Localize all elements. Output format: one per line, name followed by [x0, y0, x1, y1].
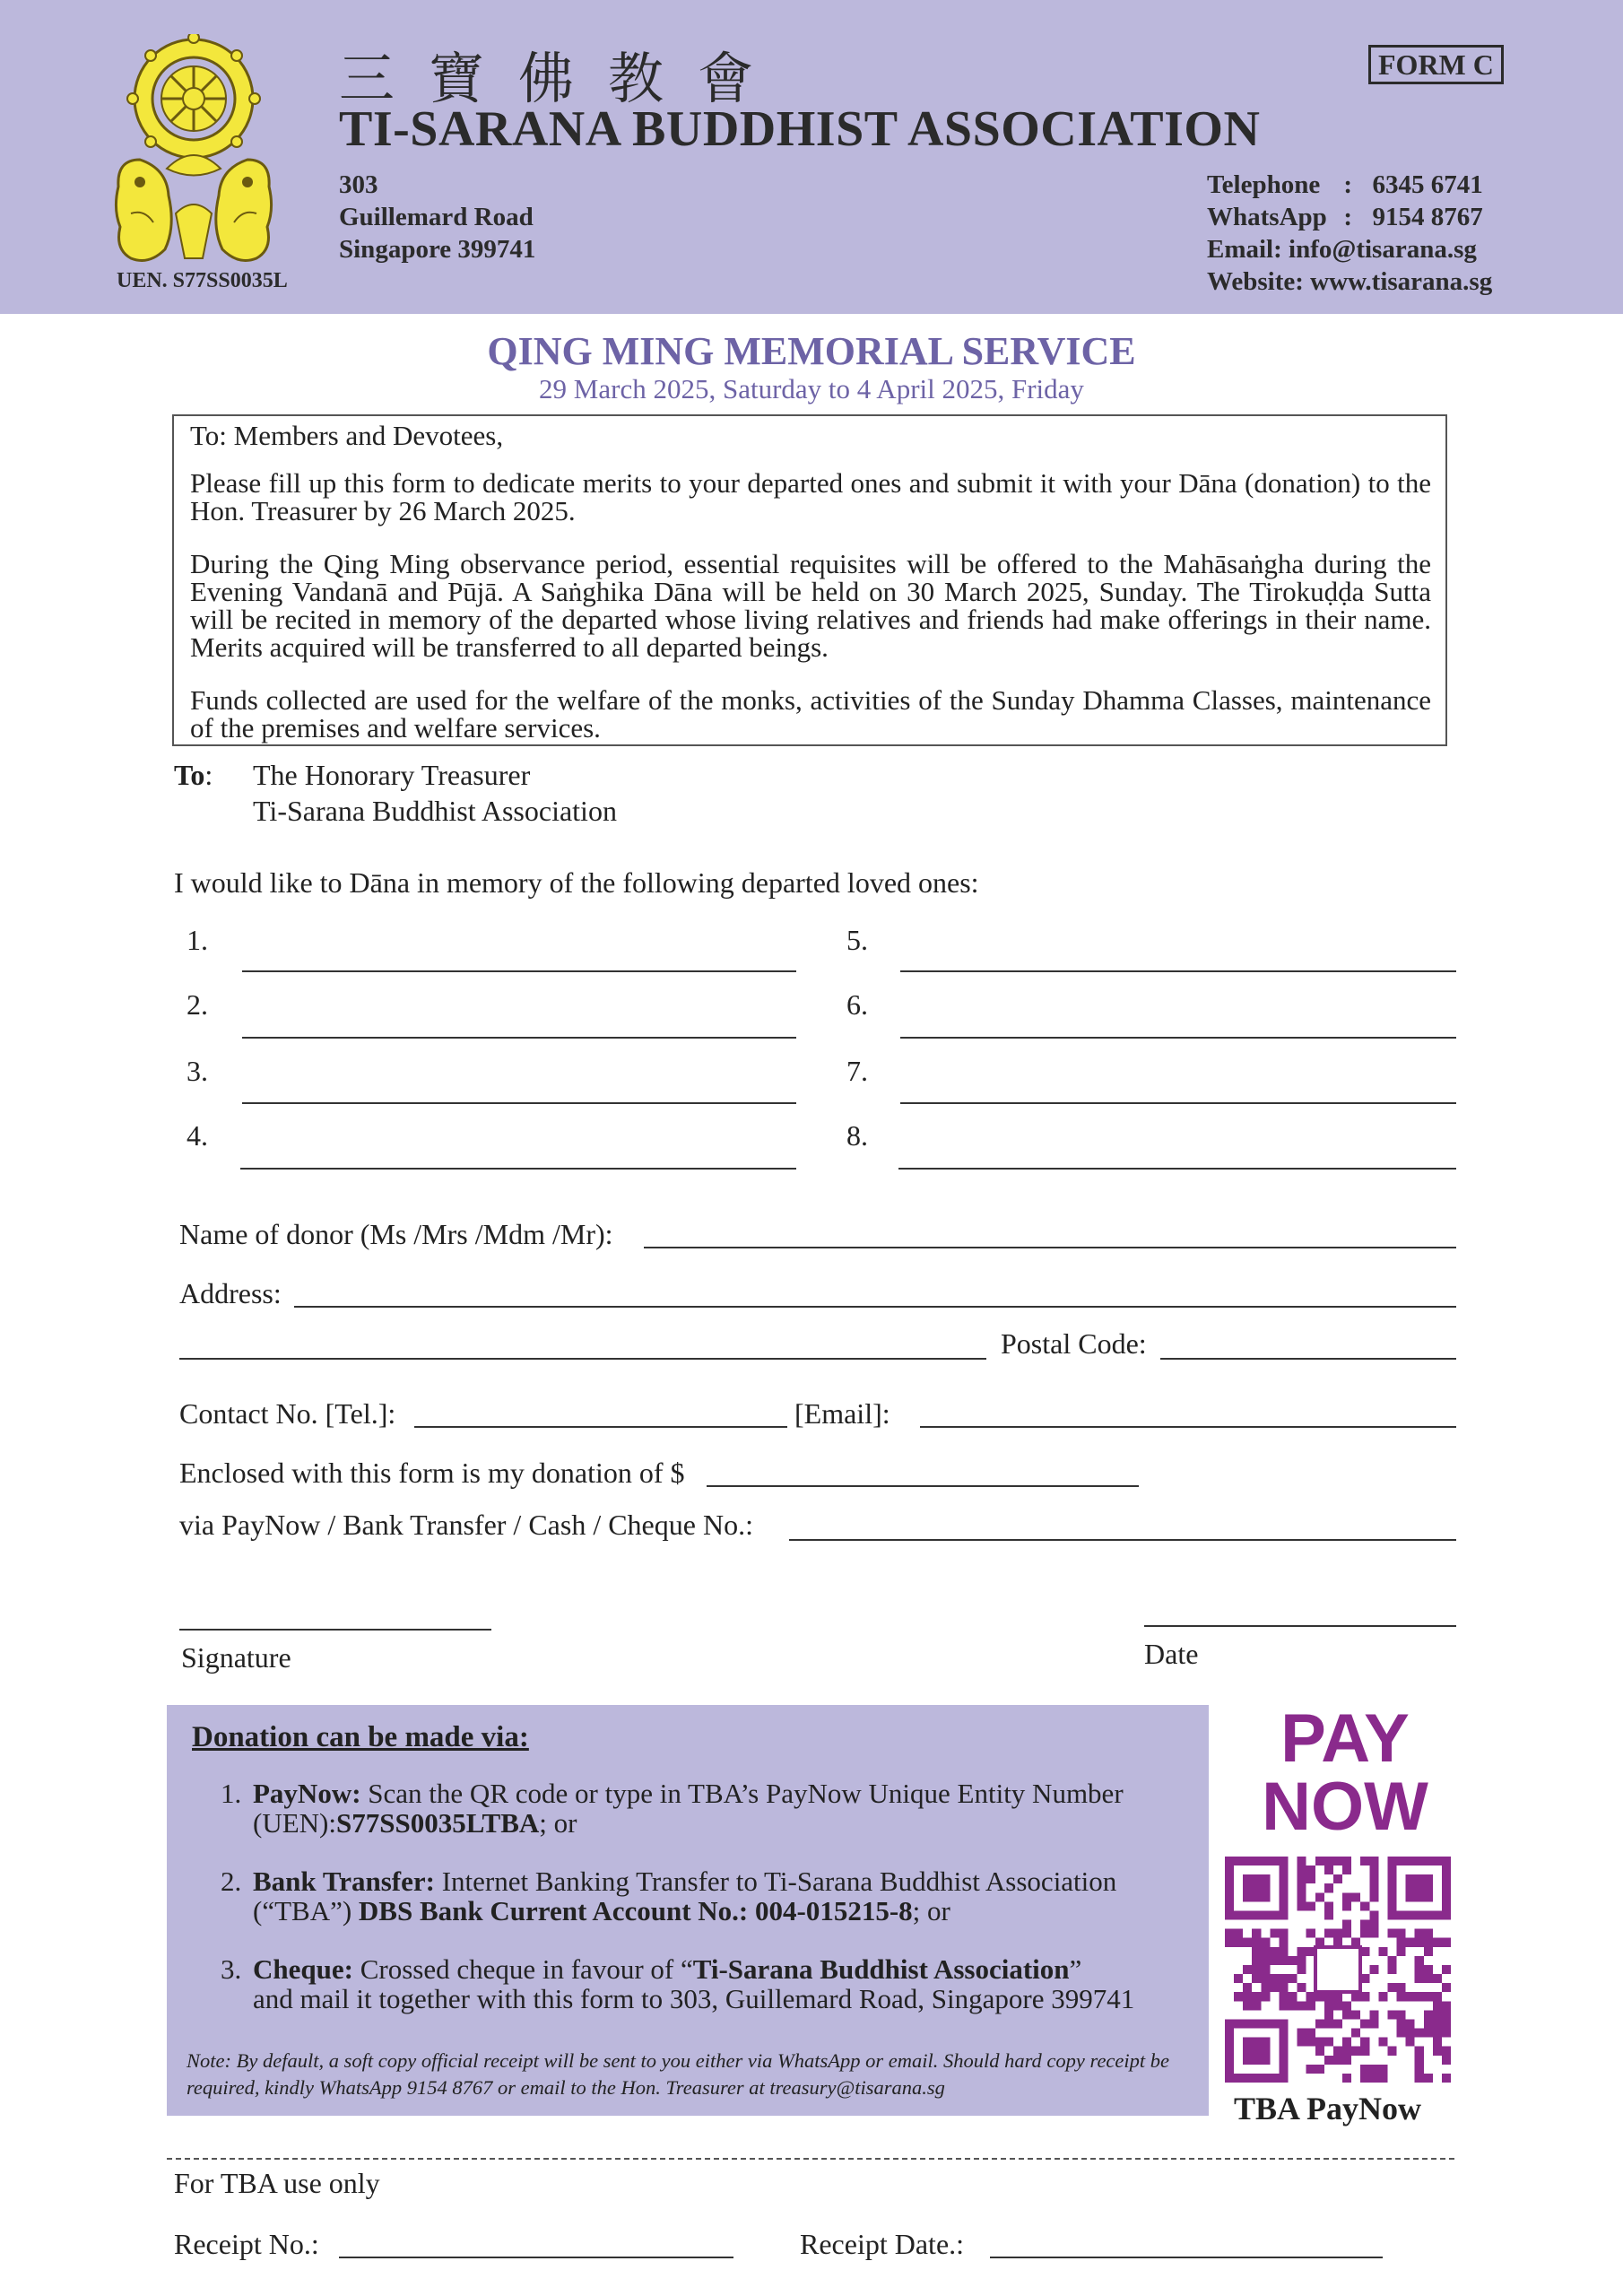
departed-number-4: 4. — [187, 1119, 208, 1152]
departed-name-line-8[interactable] — [898, 1168, 1456, 1170]
departed-name-line-7[interactable] — [900, 1102, 1456, 1104]
notice-paragraph-3: Funds collected are used for the welfare of the monks, activities of the Sunday Dhamma Classes, maintenance of the premises and welfare services. — [190, 684, 1431, 744]
method-description: Internet Banking Transfer to Ti-Sarana Buddhist Association — [434, 1866, 1117, 1897]
form-code-badge: FORM C — [1368, 45, 1504, 84]
to-label — [174, 759, 213, 792]
departed-name-line-5[interactable] — [900, 970, 1456, 972]
method-suffix: ; or — [539, 1807, 577, 1839]
donation-method-bank-transfer — [221, 1866, 1198, 1926]
method-description: Crossed cheque in favour of “ — [352, 1953, 693, 1985]
donor-name-label: Name of donor (Ms /Mrs /Mdm /Mr): — [179, 1218, 613, 1250]
method-suffix: ; or — [912, 1895, 950, 1926]
bank-account-number: DBS Bank Current Account No.: 004-015215-8 — [358, 1895, 913, 1926]
website-contact: Website: www.tisarana.sg — [1207, 267, 1493, 296]
date-field[interactable] — [1144, 1625, 1456, 1627]
to-label-colon: : — [204, 759, 213, 791]
to-label-text: To — [174, 759, 205, 791]
address-field-line-1[interactable] — [294, 1306, 1456, 1308]
tba-abbrev: (“TBA”) — [253, 1895, 359, 1926]
address-label: Address: — [179, 1277, 282, 1309]
notice-paragraph-2: During the Qing Ming observance period, essential requisites will be offered to the Mahāsaṅgha during the Evening Vandanā and Pūjā. A Saṅghika Dāna will be held on 30 March 2025, Sunday. The Tirokuḍḍa Sutta will be recited in memory of the departed whose living relatives and friends had make offerings in their name. Merits acquired will be transferred to all departed beings. — [190, 548, 1431, 663]
whatsapp-label: WhatsApp — [1207, 203, 1327, 231]
uen-number: UEN. S77SS0035L — [117, 269, 288, 292]
email-contact: Email: info@tisarana.sg — [1207, 235, 1477, 264]
method-number: 1. — [221, 1778, 242, 1809]
method-number: 2. — [221, 1866, 242, 1897]
departed-name-line-2[interactable] — [242, 1037, 796, 1039]
donation-amount-field[interactable] — [707, 1485, 1139, 1487]
departed-number-2: 2. — [187, 988, 208, 1021]
service-dates: 29 March 2025, Saturday to 4 April 2025, Friday — [539, 373, 1084, 404]
contact-tel-field[interactable] — [414, 1426, 787, 1428]
departed-name-line-4[interactable] — [240, 1168, 796, 1170]
method-name: Bank Transfer: — [253, 1866, 435, 1897]
dana-intro: I would like to Dāna in memory of the following departed loved ones: — [174, 866, 979, 899]
method-description: Scan the QR code or type in TBA’s PayNow Unique Entity Number — [360, 1778, 1124, 1809]
donation-method-paynow — [221, 1779, 1198, 1838]
method-name: PayNow: — [253, 1778, 361, 1809]
notice-box — [172, 414, 1447, 746]
postal-code-field[interactable] — [1160, 1358, 1456, 1360]
notice-greeting: To: Members and Devotees, — [190, 420, 504, 451]
telephone-label: Telephone — [1207, 170, 1321, 199]
telephone-value: 6345 6741 — [1372, 170, 1483, 199]
qr-caption: TBA PayNow — [1234, 2091, 1422, 2126]
departed-number-5: 5. — [846, 924, 868, 956]
email-label: [Email]: — [794, 1397, 890, 1430]
paynow-logo-bottom: NOW — [1262, 1769, 1428, 1839]
notice-paragraph-1: Please fill up this form to dedicate merits to your departed ones and submit it with your Dāna (donation) to the Hon. Treasurer by 26 March 2025. — [190, 467, 1431, 526]
donor-name-field[interactable] — [644, 1247, 1456, 1248]
donation-methods-box — [167, 1705, 1209, 2116]
signature-label: Signature — [181, 1641, 291, 1674]
telephone-row — [1207, 170, 1483, 200]
recipient-organization: Ti-Sarana Buddhist Association — [253, 795, 617, 827]
departed-name-line-3[interactable] — [242, 1102, 796, 1104]
address-field-line-2[interactable] — [179, 1358, 986, 1360]
postal-code-label: Postal Code: — [1001, 1327, 1147, 1360]
cheque-number-field[interactable] — [789, 1539, 1456, 1541]
method-number: 3. — [221, 1953, 242, 1985]
quote-close: ” — [1069, 1953, 1082, 1985]
cheque-payee: Ti-Sarana Buddhist Association — [692, 1953, 1070, 1985]
whatsapp-separator: : — [1343, 203, 1353, 231]
receipt-note: Note: By default, a soft copy official receipt will be sent to you either via WhatsApp or email. Should hard copy receipt be required, kindly WhatsApp 9154 8767 or email to the Hon. Treasurer at treasury@tisarana.sg — [187, 2049, 1170, 2099]
departed-number-6: 6. — [846, 988, 868, 1021]
paynow-logo-top: PAY — [1280, 1704, 1410, 1777]
chinese-name: 三寶佛教會 — [339, 46, 788, 111]
paynow-uen: S77SS0035LTBA — [335, 1807, 540, 1839]
date-label: Date — [1144, 1638, 1199, 1670]
dharma-wheel-lion-emblem-icon — [113, 34, 274, 269]
departed-name-line-1[interactable] — [242, 970, 796, 972]
mailing-instruction: and mail it together with this form to 303, Guillemard Road, Singapore 399741 — [253, 1983, 1135, 2014]
telephone-separator: : — [1343, 170, 1353, 199]
receipt-date-label: Receipt Date.: — [800, 2228, 965, 2260]
recipient-title: The Honorary Treasurer — [253, 759, 531, 791]
departed-name-line-6[interactable] — [900, 1037, 1456, 1039]
contact-tel-label: Contact No. [Tel.]: — [179, 1397, 396, 1430]
receipt-number-field[interactable] — [339, 2257, 733, 2258]
departed-number-8: 8. — [846, 1119, 868, 1152]
payment-method-label: via PayNow / Bank Transfer / Cash / Cheque No.: — [179, 1509, 753, 1541]
donation-methods-title: Donation can be made via: — [192, 1721, 529, 1753]
address-line-3: Singapore 399741 — [339, 235, 536, 264]
method-name: Cheque: — [253, 1953, 353, 1985]
whatsapp-value: 9154 8767 — [1372, 203, 1483, 231]
office-use-label: For TBA use only — [174, 2167, 380, 2199]
paynow-qr-code-icon[interactable] — [1225, 1857, 1451, 2083]
organization-name: TI-SARANA BUDDHIST ASSOCIATION — [339, 101, 1261, 157]
departed-number-3: 3. — [187, 1055, 208, 1087]
uen-prefix: (UEN): — [253, 1807, 336, 1839]
receipt-date-field[interactable] — [990, 2257, 1383, 2258]
donation-method-cheque — [221, 1954, 1198, 2013]
email-field[interactable] — [920, 1426, 1456, 1428]
departed-number-7: 7. — [846, 1055, 868, 1087]
donation-amount-label: Enclosed with this form is my donation of $ — [179, 1457, 685, 1489]
receipt-number-label: Receipt No.: — [174, 2228, 319, 2260]
service-title: QING MING MEMORIAL SERVICE — [487, 329, 1136, 373]
paynow-logo-icon — [1237, 1704, 1453, 1839]
address-line-1: 303 — [339, 170, 378, 199]
cut-line — [167, 2158, 1454, 2160]
whatsapp-row — [1207, 203, 1483, 232]
address-line-2: Guillemard Road — [339, 203, 534, 231]
departed-number-1: 1. — [187, 924, 208, 956]
signature-field[interactable] — [179, 1629, 491, 1631]
